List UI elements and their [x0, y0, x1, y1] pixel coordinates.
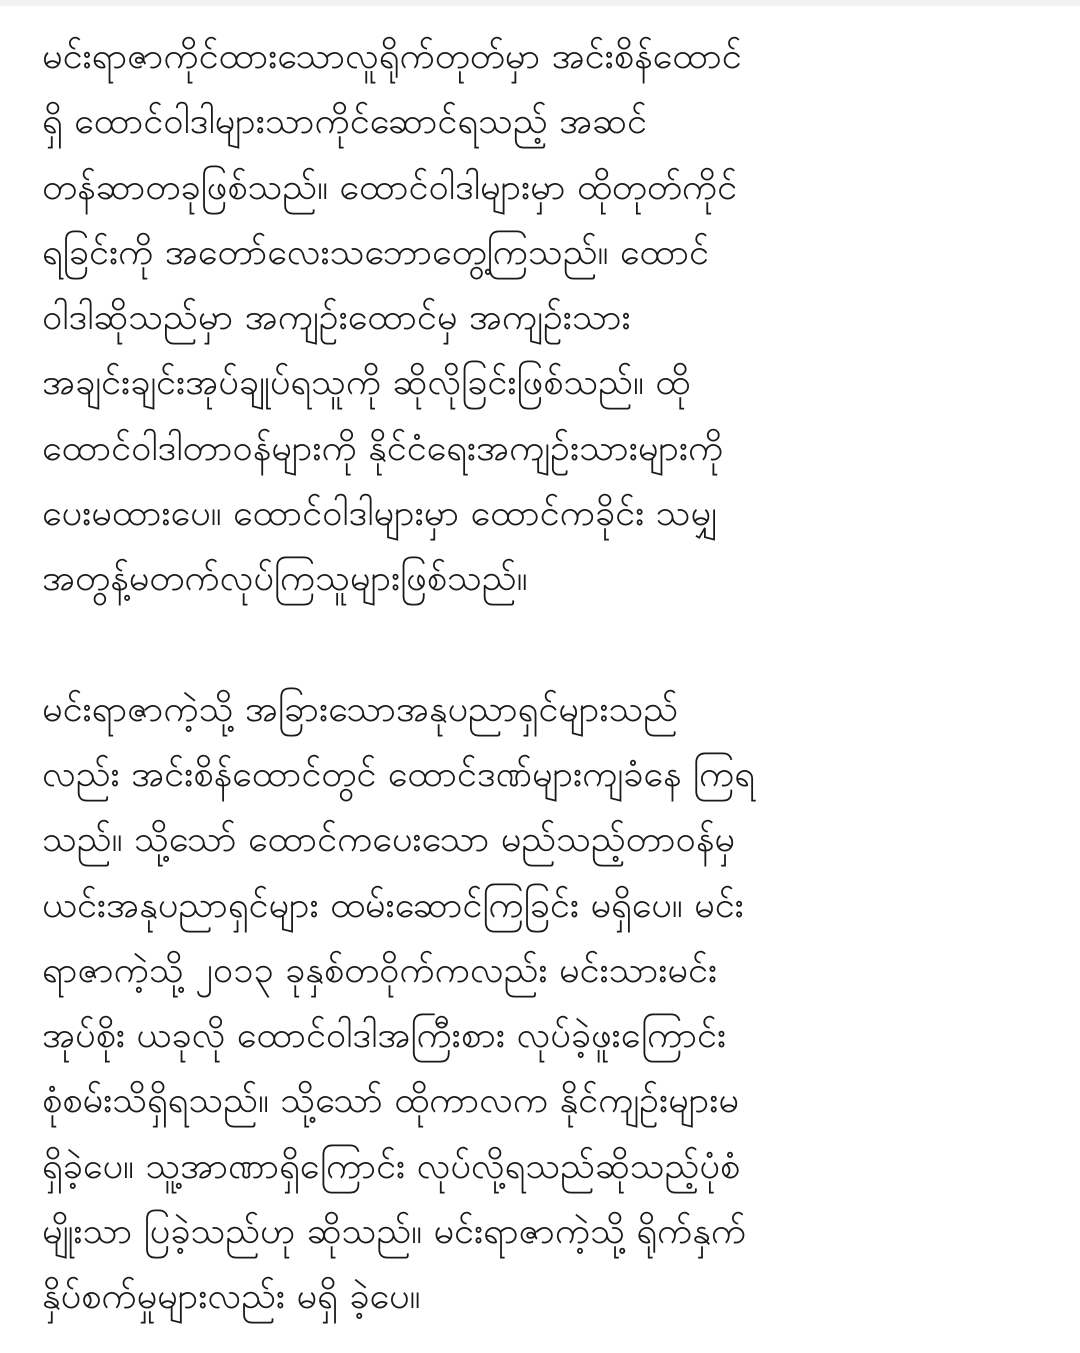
text-line: အုပ်စိုး ယခုလို ထောင်ဝါဒါအကြီးစား လုပ်ခဲ့ဖူးကြောင်း	[42, 1015, 727, 1057]
text-line: မင်းရာဇာကဲ့သို့ အခြားသောအနုပညာရှင်များသည်	[42, 688, 679, 730]
text-line: ပေးမထားပေ။ ထောင်ဝါဒါများမှာ ထောင်ကခိုင်း သမျှ	[42, 493, 719, 535]
text-line: ရာဇာကဲ့သို့ ၂၀၁၃ ခုနှစ်တဝိုက်ကလည်း မင်းသားမင်း	[42, 949, 718, 991]
text-line: နှိပ်စက်မှုများလည်း မရှိ ခဲ့ပေ။	[42, 1276, 421, 1318]
text-line: ရခြင်းကို အတော်လေးသဘောတွေ့ကြသည်။ ထောင်	[42, 231, 709, 273]
text-line: မင်းရာဇာကိုင်ထားသောလူရိုက်တုတ်မှာ အင်းစိန်ထောင်	[42, 36, 742, 77]
text-line: ရှိ ထောင်ဝါဒါများသာကိုင်ဆောင်ရသည့် အဆင်	[42, 101, 647, 143]
text-line: အချင်းချင်းအုပ်ချုပ်ရသူကို ဆိုလိုခြင်းဖြစ်သည်။ ထို	[42, 362, 691, 404]
text-line: အတွန့်မတက်လုပ်ကြသူများဖြစ်သည်။	[42, 558, 528, 600]
paragraph-1	[42, 24, 1042, 612]
text-line: ယင်းအနုပညာရှင်များ ထမ်းဆောင်ကြခြင်း မရှိပေ။ မင်း	[42, 884, 744, 926]
text-line: စုံစမ်းသိရှိရသည်။ သို့သော် ထိုကာလက နိုင်ကျဥ်းများမ	[42, 1080, 739, 1122]
text-line: သည်။ သို့သော် ထောင်ကပေးသော မည်သည့်တာဝန်မှ	[42, 819, 735, 861]
text-line: တန်ဆာတခုဖြစ်သည်။ ထောင်ဝါဒါများမှာ ထိုတုတ်ကိုင်	[42, 166, 738, 208]
paragraph-2	[42, 677, 1042, 1330]
text-line: မျိုးသာ ပြခဲ့သည်ဟု ဆိုသည်။ မင်းရာဇာကဲ့သို့ ရိုက်နှက်	[42, 1211, 747, 1253]
text-line: လည်း အင်းစိန်ထောင်တွင် ထောင်ဒဏ်များကျခံနေ ကြရ	[42, 753, 755, 795]
top-divider	[0, 0, 1080, 6]
text-line: ထောင်ဝါဒါတာဝန်များကို နိုင်ငံရေးအကျဥ်းသားများကို	[42, 427, 724, 469]
text-line: ဝါဒါဆိုသည်မှာ အကျဥ်းထောင်မှ အကျဥ်းသား	[42, 297, 631, 339]
article-body	[42, 24, 1042, 1330]
text-line: ရှိခဲ့ပေ။ သူ့အာဏာရှိကြောင်း လုပ်လို့ရသည်ဆိုသည့်ပုံစံ	[42, 1145, 741, 1187]
